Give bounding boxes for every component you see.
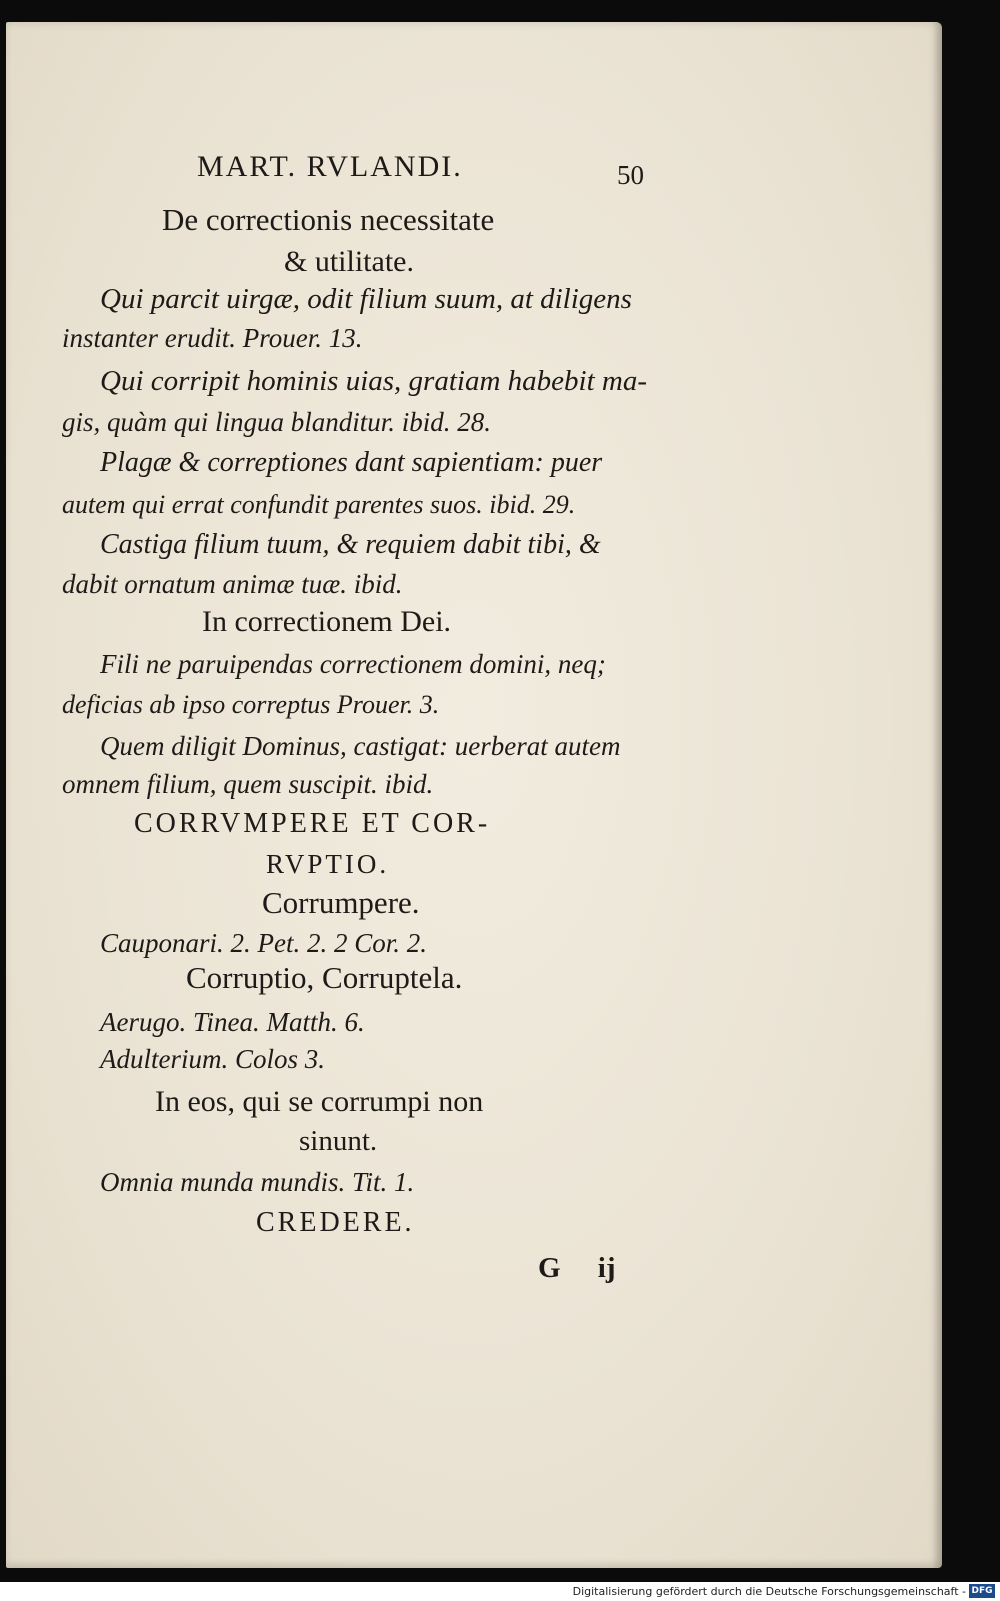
- running-head-title: MART. RVLANDI.: [197, 150, 463, 183]
- text-line: Qui corripit hominis uias, gratiam habebit ma-: [100, 365, 647, 397]
- keyword-heading-line2: RVPTIO.: [266, 849, 390, 879]
- text-line: Aerugo. Tinea. Matth. 6.: [100, 1007, 365, 1037]
- section-heading-line2: & utilitate.: [284, 245, 414, 278]
- section-heading-line1: In eos, qui se corrumpi non: [155, 1085, 484, 1118]
- page-edge-shadow: [932, 22, 942, 1568]
- text-line: deficias ab ipso correptus Prouer. 3.: [62, 690, 440, 719]
- text-line: autem qui errat confundit parentes suos. ibid. 29.: [62, 490, 576, 519]
- footer-credit-text: Digitalisierung gefördert durch die Deutsche Forschungsgemeinschaft -: [572, 1585, 966, 1598]
- subheading: Corrumpere.: [262, 885, 420, 920]
- text-line: instanter erudit. Prouer. 13.: [62, 323, 363, 353]
- section-heading-line2: sinunt.: [299, 1125, 378, 1157]
- text-line: Qui parcit uirgæ, odit filium suum, at diligens: [100, 283, 632, 315]
- keyword-heading-line1: CORRVMPERE ET COR-: [134, 808, 491, 839]
- text-line: Omnia munda mundis. Tit. 1.: [100, 1167, 415, 1197]
- section-heading-line1: De correctionis necessitate: [162, 202, 495, 237]
- text-line: Fili ne paruipendas correctionem domini, neq;: [100, 649, 606, 679]
- subheading: Corruptio, Corruptela.: [186, 960, 463, 995]
- page-number: 50: [617, 160, 644, 190]
- text-line: gis, quàm qui lingua blanditur. ibid. 28.: [62, 407, 492, 437]
- footer-bar: [0, 1582, 1000, 1601]
- section-heading: In correctionem Dei.: [202, 605, 452, 638]
- dfg-logo: DFG: [969, 1584, 995, 1598]
- signature-mark: G ij: [538, 1252, 616, 1284]
- text-line: Quem diligit Dominus, castigat: uerberat autem: [100, 731, 621, 761]
- text-line: Plagæ & correptiones dant sapientiam: puer: [100, 447, 603, 478]
- text-line: Castiga filium tuum, & requiem dabit tibi, &: [100, 529, 601, 560]
- text-line: Adulterium. Colos 3.: [100, 1044, 326, 1074]
- keyword-heading: CREDERE.: [256, 1207, 415, 1238]
- text-line: dabit ornatum animæ tuæ. ibid.: [62, 569, 403, 599]
- text-line: omnem filium, quem suscipit. ibid.: [62, 769, 434, 799]
- text-line: Cauponari. 2. Pet. 2. 2 Cor. 2.: [100, 928, 428, 958]
